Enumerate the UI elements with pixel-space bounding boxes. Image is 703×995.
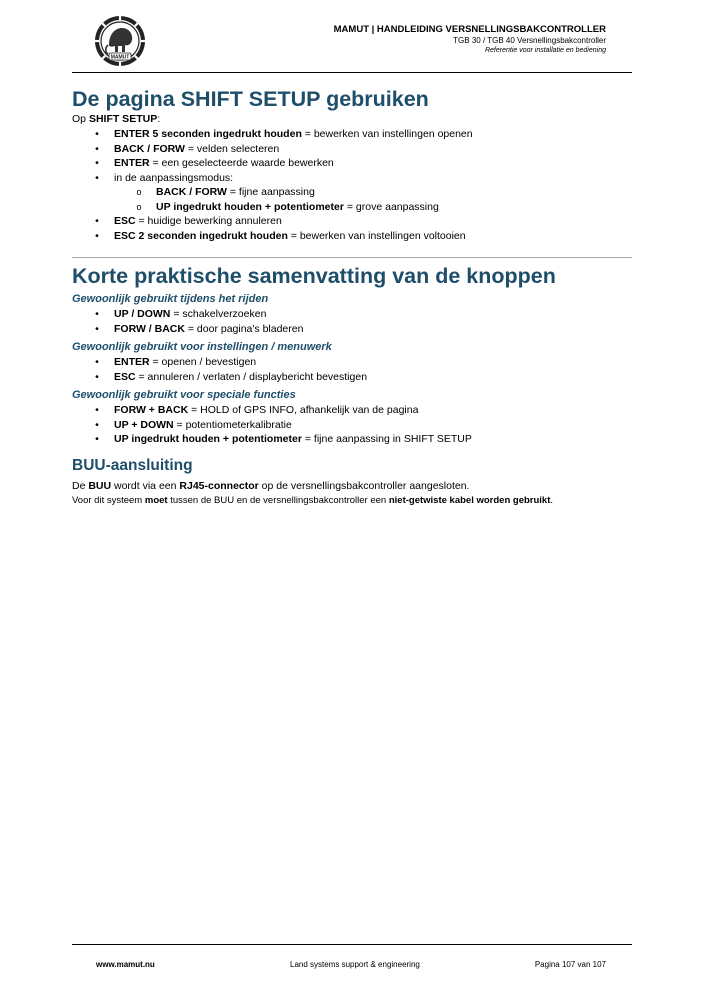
list-item: • UP + DOWN = potentiometerkalibratie bbox=[92, 418, 472, 433]
list-item: • UP ingedrukt houden + potentiometer = fijne aanpassing in SHIFT SETUP bbox=[92, 432, 472, 447]
bullet: • bbox=[95, 308, 99, 320]
list-item: • ENTER = een geselecteerde waarde bewerken bbox=[92, 156, 473, 171]
list-item: • BACK / FORW = velden selecteren bbox=[92, 142, 473, 157]
list-item: • UP / DOWN = schakelverzoeken bbox=[92, 307, 303, 322]
document-subtitle: TGB 30 / TGB 40 Versnellingsbakcontroller bbox=[453, 36, 606, 45]
special-functions-list bbox=[92, 403, 472, 447]
footer-page-number: Pagina 107 van 107 bbox=[534, 960, 606, 969]
section-heading-shift-setup: De pagina SHIFT SETUP gebruiken bbox=[72, 87, 429, 111]
list-item: • ESC = huidige bewerking annuleren bbox=[92, 214, 473, 229]
document-subtitle-italic: Referentie voor installatie en bediening bbox=[484, 47, 606, 54]
section-divider bbox=[72, 257, 632, 258]
intro-paragraph: Op SHIFT SETUP: bbox=[72, 113, 161, 125]
bullet: • bbox=[95, 322, 99, 335]
list-item: • ENTER = openen / bevestigen bbox=[92, 355, 367, 370]
list-item: • FORW / BACK = door pagina's bladeren bbox=[92, 322, 303, 337]
bullet: • bbox=[95, 171, 99, 184]
header-divider bbox=[72, 72, 632, 73]
subheading-driving: Gewoonlijk gebruikt tijdens het rijden bbox=[72, 293, 269, 305]
list-item: • in de aanpassingsmodus: bbox=[92, 171, 473, 186]
footer-tagline: Land systems support & engineering bbox=[290, 960, 420, 969]
bullet: • bbox=[95, 157, 99, 169]
buu-paragraph-1: De BUU wordt via een RJ45-connector op de versnellingsbakcontroller aangesloten. bbox=[72, 480, 470, 492]
bullet: • bbox=[95, 356, 99, 368]
footer-website: www.mamut.nu bbox=[96, 960, 155, 969]
settings-list bbox=[92, 355, 367, 384]
bullet: • bbox=[95, 370, 99, 383]
list-item: • ESC = annuleren / verlaten / displaybericht bevestigen bbox=[92, 370, 367, 385]
bullet: • bbox=[95, 215, 99, 227]
bullet: • bbox=[95, 128, 99, 140]
section-heading-button-summary: Korte praktische samenvatting van de knoppen bbox=[72, 264, 556, 288]
footer-divider bbox=[72, 944, 632, 945]
sub-list-item: o BACK / FORW = fijne aanpassing bbox=[92, 185, 473, 200]
subheading-settings: Gewoonlijk gebruikt voor instellingen / menuwerk bbox=[72, 341, 332, 353]
list-item: • ENTER 5 seconden ingedrukt houden = bewerken van instellingen openen bbox=[92, 127, 473, 142]
driving-list bbox=[92, 307, 303, 336]
svg-text:MAMUT: MAMUT bbox=[110, 54, 130, 61]
shift-setup-list bbox=[92, 127, 473, 243]
buu-paragraph-2: Voor dit systeem moet tussen de BUU en de versnellingsbakcontroller een niet-getwiste kabel worden gebruikt. bbox=[72, 495, 554, 506]
bullet: • bbox=[95, 418, 99, 431]
mamut-logo bbox=[94, 15, 146, 67]
sub-list-item: o UP ingedrukt houden + potentiometer = grove aanpassing bbox=[92, 200, 473, 215]
list-item: • FORW + BACK = HOLD of GPS INFO, afhankelijk van de pagina bbox=[92, 403, 472, 418]
subheading-special: Gewoonlijk gebruikt voor speciale functies bbox=[72, 389, 296, 401]
document-title: MAMUT | HANDLEIDING VERSNELLINGSBAKCONTROLLER bbox=[333, 24, 606, 35]
bullet: • bbox=[95, 404, 99, 416]
bullet: • bbox=[95, 229, 99, 242]
list-item: • ESC 2 seconden ingedrukt houden = bewerken van instellingen voltooien bbox=[92, 229, 473, 244]
section-heading-buu: BUU-aansluiting bbox=[72, 457, 193, 474]
bullet: • bbox=[95, 142, 99, 155]
page-header bbox=[334, 24, 606, 56]
circle-bullet: o bbox=[136, 187, 142, 197]
circle-bullet: o bbox=[136, 201, 142, 212]
bullet: • bbox=[95, 433, 99, 445]
